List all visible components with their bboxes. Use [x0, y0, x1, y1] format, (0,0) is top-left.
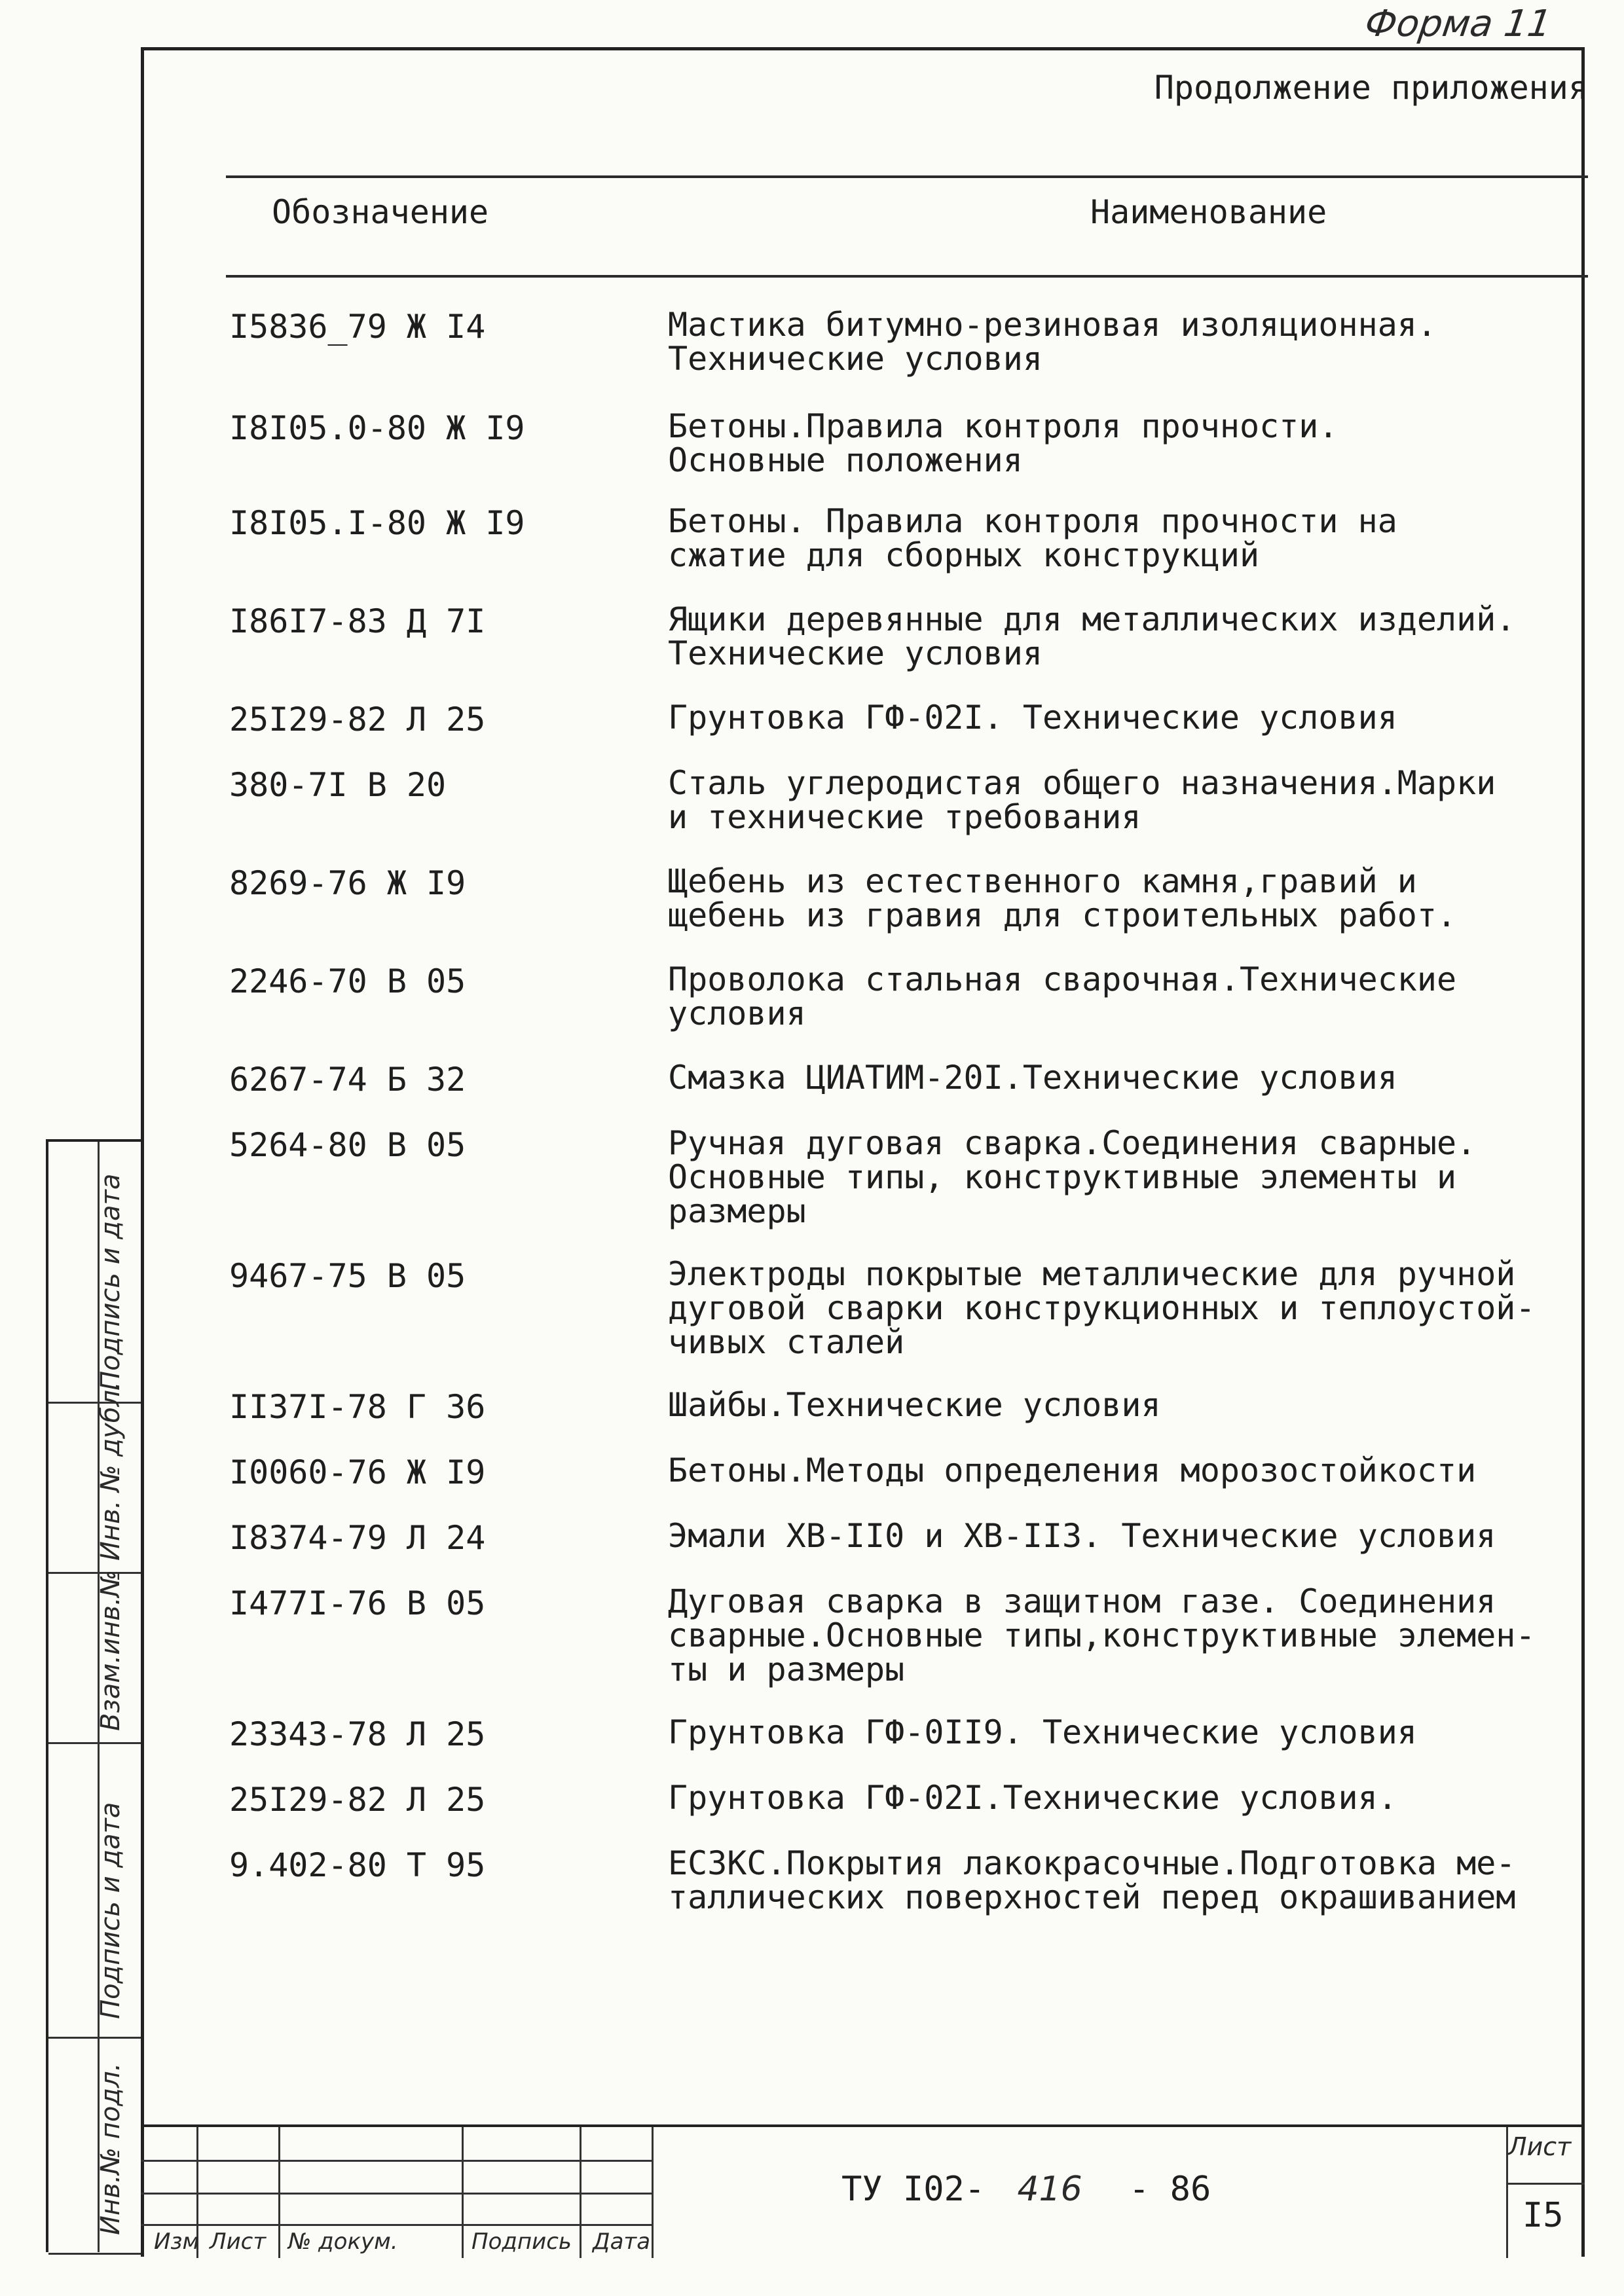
header-bottom-rule [226, 275, 1588, 278]
row-name: Грунтовка ГФ-02I. Технические условия [668, 699, 1397, 737]
row-designation: I8I05.0-80 Ж I9 [229, 409, 525, 447]
row-designation: I5836_79 Ж I4 [229, 308, 486, 346]
stamp-label-replace-inv: Взам.инв.№ [96, 1569, 126, 1731]
stamp-label-dup-inv: Инв. № дубл. [96, 1381, 126, 1561]
document-year: - 86 [1129, 2170, 1211, 2209]
row-designation: I477I-76 В 05 [229, 1584, 486, 1622]
row-name: Щебень из естественного камня,гравий и щебень из гравия для строительных работ. [668, 862, 1457, 934]
sheet-number: I5 [1522, 2196, 1564, 2235]
stamp-field [48, 1142, 141, 1404]
stamp-label-orig-inv: Инв.№ подл. [96, 2062, 126, 2235]
stamp-field [48, 1381, 141, 1574]
row-name: Эмали ХВ-II0 и ХВ-II3. Технические условия [668, 1517, 1496, 1555]
margin-stamp [46, 1139, 141, 2252]
row-designation: 25I29-82 Л 25 [229, 1781, 486, 1819]
stamp-label-sign-date-2: Подпись и дата [96, 1802, 126, 2019]
row-name: Сталь углеродистая общего назначения.Марки и технические требования [668, 764, 1496, 836]
row-name: Ящики деревянные для металлических изделий. Технические условия [668, 600, 1516, 672]
row-designation: II37I-78 Г 36 [229, 1388, 486, 1426]
row-designation: 6267-74 Б 32 [229, 1061, 466, 1099]
header-top-rule [226, 175, 1588, 178]
row-name: Грунтовка ГФ-0II9. Технические условия [668, 1713, 1417, 1751]
stamp-field [48, 1744, 141, 2039]
row-designation: I8I05.I-80 Ж I9 [229, 504, 525, 542]
row-name: Проволока стальная сварочная.Технические условия [668, 960, 1457, 1032]
stamp-label-sign-date: Подпись и дата [96, 1173, 126, 1391]
row-designation: 8269-76 Ж I9 [229, 864, 466, 902]
title-block [141, 2124, 1585, 2255]
label-sheet-col: Лист [210, 2229, 267, 2255]
form-number-label: Форма 11 [1362, 3, 1555, 45]
title-block-divider [652, 2127, 654, 2258]
document-code: ТУ I02- [841, 2170, 986, 2209]
row-name: Бетоны.Правила контроля прочности. Основные положения [668, 407, 1338, 479]
label-date: Дата [593, 2229, 651, 2255]
row-name: Дуговая сварка в защитном газе. Соединения сварные.Основные типы,конструктивные элемен- ты и размеры [668, 1582, 1536, 1688]
row-name: Электроды покрытые металлические для ручной дуговой сварки конструкционных и теплоустой- чивых сталей [668, 1255, 1536, 1361]
row-designation: 9467-75 В 05 [229, 1257, 466, 1295]
document-number-handwritten: 416 [1017, 2170, 1082, 2209]
row-name: Бетоны. Правила контроля прочности на сжатие для сборных конструкций [668, 502, 1397, 574]
label-doc-number: № докум. [288, 2229, 398, 2255]
row-name: Шайбы.Технические условия [668, 1386, 1161, 1424]
row-designation: 380-7I В 20 [229, 766, 447, 804]
title-block-rule [141, 2160, 652, 2162]
sheet-label: Лист [1508, 2132, 1572, 2161]
row-name: ЕСЗКС.Покрытия лакокрасочные.Подготовка ме- таллических поверхностей перед окрашиванием [668, 1844, 1516, 1916]
continuation-caption: Продолжение приложения [1154, 69, 1588, 107]
label-signature: Подпись [471, 2229, 572, 2255]
stamp-field [48, 2039, 141, 2255]
row-name: Смазка ЦИАТИМ-20I.Технические условия [668, 1059, 1397, 1097]
title-block-rule [141, 2193, 652, 2195]
row-name: Ручная дуговая сварка.Соединения сварные. Основные типы, конструктивные элементы и размеры [668, 1124, 1477, 1230]
document-designation [841, 2170, 1211, 2209]
sheet-box-rule [1506, 2183, 1585, 2185]
row-designation: 9.402-80 Т 95 [229, 1846, 486, 1884]
column-header-name: Наименование [1090, 193, 1327, 231]
row-designation: I0060-76 Ж I9 [229, 1453, 486, 1491]
row-designation: 2246-70 В 05 [229, 962, 466, 1000]
column-header-designation: Обозначение [272, 193, 489, 231]
row-name: Мастика битумно-резиновая изоляционная. Технические условия [668, 306, 1437, 378]
title-block-rule [141, 2224, 652, 2226]
label-change: Изм [154, 2229, 200, 2255]
row-name: Грунтовка ГФ-02I.Технические условия. [668, 1779, 1397, 1817]
row-designation: I86I7-83 Д 7I [229, 602, 486, 640]
row-designation: I8374-79 Л 24 [229, 1519, 486, 1557]
stamp-field [48, 1569, 141, 1744]
row-name: Бетоны.Методы определения морозостойкости [668, 1451, 1477, 1489]
row-designation: 25I29-82 Л 25 [229, 701, 486, 738]
row-designation: 23343-78 Л 25 [229, 1715, 486, 1753]
row-designation: 5264-80 В 05 [229, 1126, 466, 1164]
